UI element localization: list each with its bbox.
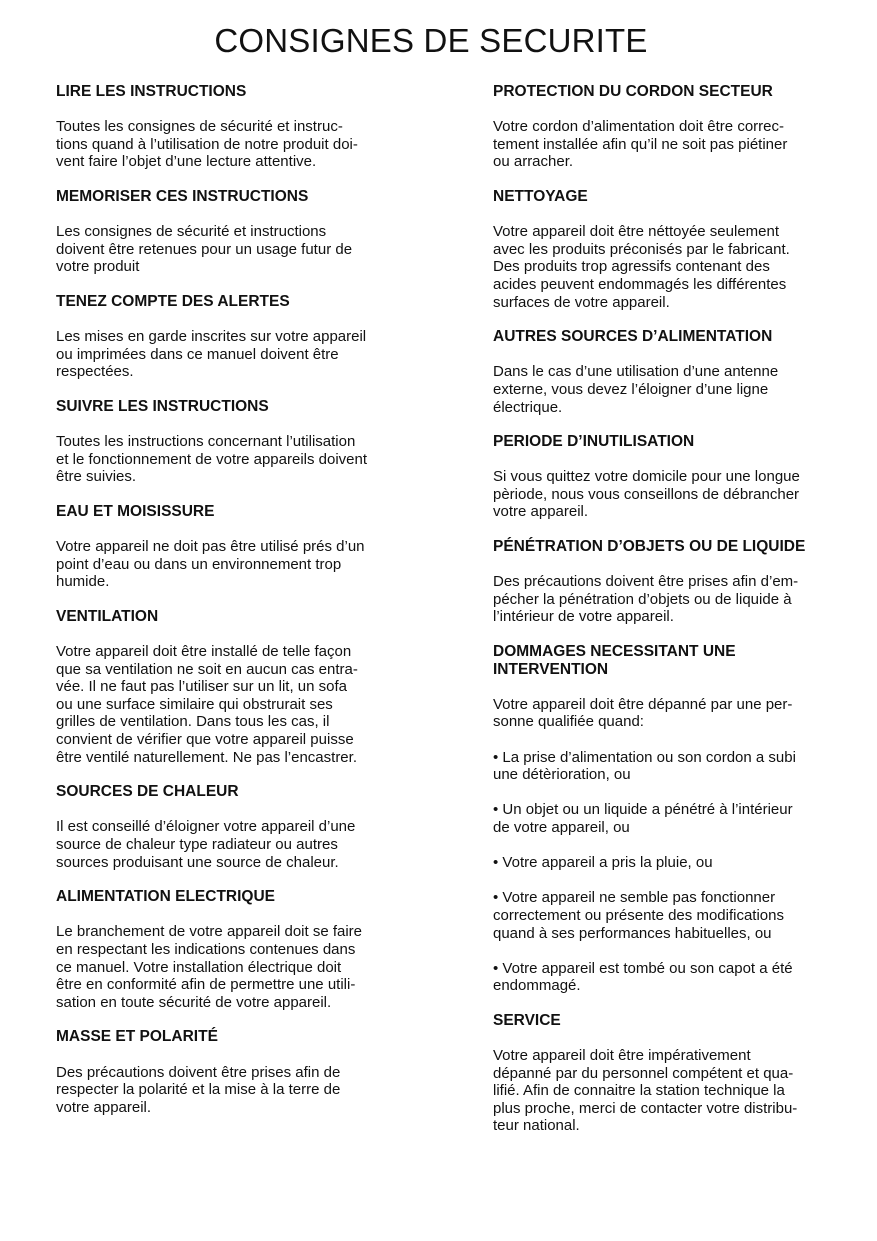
section-text: Votre appareil doit être installé de telle façon que sa ventilation ne soit en aucun cas entra- vée. Il ne faut pas l’utiliser sur un lit, un sofa ou une surface similaire qui obstrurait ses grilles de ventilation. Dans tous les cas, il convient de vérifier que votre appareil puisse être ventilé naturellement. Ne pas l’encastrer.	[56, 643, 358, 766]
bullet-item: • Un objet ou un liquide a pénétré à l’intérieur de votre appareil, ou	[493, 801, 793, 836]
section-heading: SERVICE	[493, 1011, 561, 1029]
section-heading: SUIVRE LES INSTRUCTIONS	[56, 397, 269, 415]
section-text: Des précautions doivent être prises afin de respecter la polarité et la mise à la terre de votre appareil.	[56, 1063, 341, 1116]
section-heading: SOURCES DE CHALEUR	[56, 783, 239, 801]
section-heading: MASSE ET POLARITÉ	[56, 1028, 218, 1046]
section-text: Toutes les consignes de sécurité et instruc- tions quand à l’utilisation de notre produit doi- vent faire l’objet d’une lecture attentive.	[56, 118, 358, 171]
section-suivre-instructions	[56, 398, 412, 486]
section-text: Dans le cas d’une utilisation d’une antenne externe, vous devez l’éloigner d’une ligne électrique.	[493, 363, 779, 416]
bullet-item: • Votre appareil ne semble pas fonctionner correctement ou présente des modifications quand à ses performances habituelles, ou	[493, 889, 784, 942]
section-text: Votre appareil doit être impérativement dépanné par du personnel compétent et qua- lifié. Afin de connaitre la station technique la plus proche, merci de contacter votre distribu- teur national.	[493, 1047, 798, 1135]
bullet-item: • La prise d’alimentation ou son cordon a subi une détèrioration, ou	[493, 748, 796, 784]
section-heading: DOMMAGES NECESSITANT UNE INTERVENTION	[493, 643, 736, 678]
section-protection-cordon	[493, 83, 843, 171]
section-heading: TENEZ COMPTE DES ALERTES	[56, 292, 290, 310]
section-autres-sources	[493, 328, 843, 416]
section-sources-chaleur	[56, 783, 412, 871]
section-text: Votre appareil ne doit pas être utilisé prés d’un point d’eau ou dans un environnement trop humide.	[56, 538, 365, 591]
section-heading: ALIMENTATION ELECTRIQUE	[56, 888, 275, 906]
left-column	[56, 83, 412, 1133]
bullet-item: • Votre appareil a pris la pluie, ou	[493, 854, 713, 872]
section-text: Si vous quittez votre domicile pour une longue pèriode, nous vous conseillons de débrancher votre appareil.	[493, 468, 800, 521]
section-text: Votre appareil doit être dépanné par une per- sonne qualifiée quand:	[493, 695, 793, 731]
right-column	[493, 83, 843, 1152]
section-lire-instructions	[56, 83, 412, 171]
section-text: Des précautions doivent être prises afin d’em- pécher la pénétration d’objets ou de liquide à l’intérieur de votre appareil.	[493, 573, 799, 626]
page-title: CONSIGNES DE SECURITE	[214, 22, 648, 59]
section-text: Votre appareil doit être néttoyée seulement avec les produits préconisés par le fabricant. Des produits trop agressifs contenant des acides peuvent endommagés les différentes surfaces de votre appareil.	[493, 223, 790, 311]
section-heading: AUTRES SOURCES D’ALIMENTATION	[493, 328, 773, 346]
section-periode-inutilisation	[493, 433, 843, 521]
section-alertes	[56, 293, 412, 381]
section-penetration	[493, 538, 843, 626]
section-text: Les mises en garde inscrites sur votre appareil ou imprimées dans ce manuel doivent être respectées.	[56, 328, 367, 381]
section-nettoyage	[493, 188, 843, 311]
section-text: Toutes les instructions concernant l’utilisation et le fonctionnement de votre appareils doivent être suivies.	[56, 433, 368, 486]
section-heading: VENTILATION	[56, 607, 159, 625]
section-masse-polarite	[56, 1028, 412, 1116]
section-eau-moisissure	[56, 503, 412, 591]
section-heading: PROTECTION DU CORDON SECTEUR	[493, 83, 773, 100]
section-text: Votre cordon d’alimentation doit être correc- tement installée afin qu’il ne soit pas piétiner ou arracher.	[493, 118, 788, 171]
section-dommages	[493, 643, 843, 995]
section-heading: NETTOYAGE	[493, 187, 588, 205]
section-alimentation-electrique	[56, 888, 412, 1011]
section-heading: PÉNÉTRATION D’OBJETS OU DE LIQUIDE	[493, 538, 806, 556]
section-text: Les consignes de sécurité et instructions doivent être retenues pour un usage futur de votre produit	[56, 223, 353, 276]
section-service	[493, 1012, 843, 1135]
section-memoriser-instructions	[56, 188, 412, 276]
section-ventilation	[56, 608, 412, 766]
section-heading: MEMORISER CES INSTRUCTIONS	[56, 187, 309, 205]
section-heading: LIRE LES INSTRUCTIONS	[56, 83, 247, 100]
section-text: Il est conseillé d’éloigner votre appareil d’une source de chaleur type radiateur ou autres sources produisant une source de chaleur.	[56, 818, 356, 871]
bullet-item: • Votre appareil est tombé ou son capot a été endommagé.	[493, 959, 793, 995]
section-heading: PERIODE D’INUTILISATION	[493, 433, 695, 451]
section-text: Le branchement de votre appareil doit se faire en respectant les indications contenues dans ce manuel. Votre installation électrique doit être en conformité afin de permettre une utili- sation en toute sécurité de votre appareil.	[56, 923, 363, 1011]
section-heading: EAU ET MOISISSURE	[56, 502, 215, 520]
